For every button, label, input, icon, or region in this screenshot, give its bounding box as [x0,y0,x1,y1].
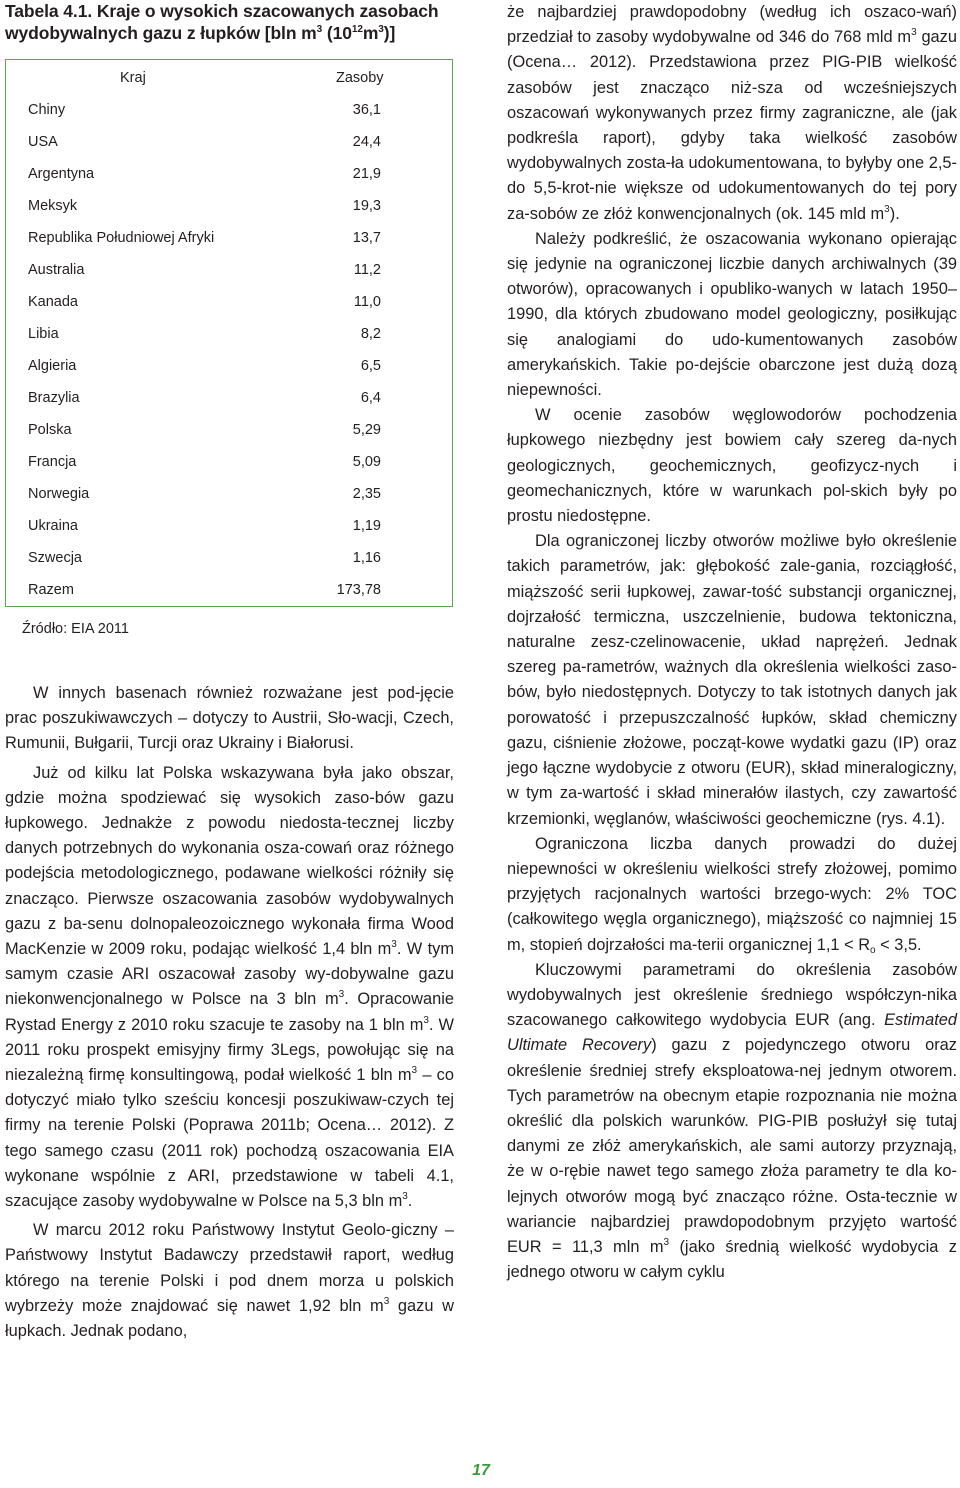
table-row [6,382,452,414]
country-cell: Norwegia [28,486,90,502]
left-paragraph-2: Już od kilku lat Polska wskazywana była jako obszar, gdzie można spodziewać się wysokich zaso-bów gazu łupkowego. Jednakże z powodu niedosta-tecznej liczby danych potrzebnych do wykonania osza-cowań oraz różnego podejścia metodologicznego, podawane wielkości różniły się znacząco. Pierwsze oszacowania zasobów wydobywalnych gazu z ba-senu dolnopaleozoicznego wykonała firma Wood MacKenzie w 2009 roku, podając wielkość 1,4 bln $m^3$. W tym samym czasie ARI oszacował zasoby wy-dobywalne gazu niekonwencjonalnego w Polsce na 3 bln $m^3$. Opracowanie Rystad Energy z 2010 roku szacuje te zasoby na 1 bln $m^3$. W 2011 roku prospekt emisyjny firmy 3Legs, powołując się na niezależną firmę konsultingową, podał wielkość 1 bln $m^3$ – co dotyczyć miało tylko sześciu koncesji poszukiwaw-czych tej firmy na terenie Polski (Poprawa 2011b; Ocena… 2012). Z tego samego czasu (2011 rok) pochodzą oszacowania EIA wykonane wspólnie z ARI, przedstawione w tabeli 4.1, szacujące zasoby wydobywalne w Polsce na 5,3 bln $m^3$. [5,763,454,1211]
country-cell: Chiny [28,102,66,118]
country-cell: Francja [28,454,77,470]
table-row [6,254,452,286]
country-cell: Meksyk [28,198,78,214]
value-cell: 5,29 [352,422,381,438]
header-value: Zasoby [336,70,384,86]
value-cell: 11,0 [353,294,381,310]
table-row [6,574,452,606]
table-row [6,190,452,222]
country-cell: Szwecja [28,550,82,566]
left-column-text [5,681,454,1344]
value-cell: 1,16 [352,550,381,566]
country-cell: Libia [28,326,59,342]
country-cell: Algieria [28,358,77,374]
table-row [6,478,452,510]
country-cell: Republika Południowej Afryki [28,230,215,246]
country-cell: Polska [28,422,72,438]
table-row [6,350,452,382]
right-paragraph-1: że najbardziej prawdopodobny (według ich oszaco-wań) przedział to zasoby wydobywalne od 346 do 768 mld $m^3$ gazu (Ocena… 2012). Przedstawiona przez PIG-PIB wielkość zasobów jest znacząco niż-sza od wcześniejszych oszacowań wykonywanych przez firmy zagraniczne, ale (jak podkreśla raport), gdyby taka wielkość zasobów wydobywalnych zosta-ła udokumentowana, to byłyby one 2,5- do 5,5-krot-nie większe od udokumentowanych do tej pory za-sobów ze złóż konwencjonalnych (ok. 145 mld $m^3$). [507,3,957,223]
table-row [6,94,452,126]
value-cell: 5,09 [352,454,381,470]
table-row [6,318,452,350]
value-cell: 2,35 [352,486,381,502]
value-cell: 11,2 [353,262,381,278]
table-row [6,510,452,542]
caption-line-2: wydobywalnych gazu z łupków [bln $m^3$ $(10^{12}m^3)$] [5,23,396,43]
right-column-text [507,0,957,1285]
left-paragraph-3: W marcu 2012 roku Państwowy Instytut Geolo-giczny – Państwowy Instytut Badawczy przedstawił raport, według którego na terenie Polski i pod dnem morza u polskich wybrzeży może znajdować się nawet 1,92 bln $m^3$ gazu w łupkach. Jednak podano, [5,1221,454,1341]
table-source: Źródło: EIA 2011 [22,621,129,637]
country-cell: Argentyna [28,166,95,182]
country-cell: Australia [28,262,85,278]
table-row [6,414,452,446]
table-row [6,158,452,190]
table-caption [5,0,455,44]
country-cell: Kanada [28,294,78,310]
table-row [6,222,452,254]
caption-line-1: Tabela 4.1. Kraje o wysokich szacowanych zasobach [5,1,439,21]
value-cell: 6,5 [360,358,381,374]
value-cell: 21,9 [352,166,381,182]
header-country: Kraj [120,70,146,86]
value-cell: 19,3 [352,198,381,214]
right-paragraph-5: Ograniczona liczba danych prowadzi do dużej niepewności w określeniu wielkości strefy złożowej, pomimo przyjętych racjonalnych wartości brzego-wych: 2% TOC (całkowitego węgla organicznego), miąższość co najmniej 15 m, stopień dojrzałości ma-terii organicznej $1,1 < R_o < 3,5$. [507,834,957,956]
table-row [6,446,452,478]
right-paragraph-6: Kluczowymi parametrami do określenia zasobów wydobywalnych jest określenie średniego współczyn-nika szacowanego całkowitego wydobycia EUR (ang. Estimated Ultimate Recovery) gazu z pojedynczego otworu oraz określenie średniej strefy eksploatowa-nej jednym otworem. Tych parametrów na obecnym etapie rozpoznania nie można określić dla polskich warunków. PIG-PIB posłużył się tutaj danymi ze złóż amerykańskich, ale sami autorzy przyznają, że w o-rębie nawet tego samego złoża parametry te dla ko-lejnych otworów mogą być znacząco różne. Osta-tecznie w wariancie najbardziej prawdopodobnym przyjęto wartość EUR = 11,3 mln $m^3$ (jako średnią wielkość wydobycia z jednego otworu w całym cyklu [507,960,957,1282]
right-paragraph-4: Dla ograniczonej liczby otworów możliwe było określenie takich parametrów, jak: głębokość zale-gania, rozciągłość, miąższość serii łupkowej, zawar-tość substancji organicznej, dojrzałość termiczna, uszczelnienie, budowa tektoniczna, naturalne zesz-czelinowacenie, układ naprężeń. Jednak szereg pa-rametrów, ważnych dla określenia wielkości zaso-bów, było niedostępnych. Dotyczy to tak istotnych danych jak porowatość i przepuszczalność łupków, skład chemiczny gazu, ciśnienie złożowe, począt-kowe wydatki gazu (IP) oraz jego łączne wydobycie z otworu (EUR), skład mineralogiczny, w tym za-wartość i skład minerałów ilastych, czy zawartość krzemionki, węglanów, właściwości geochemiczne (rys. 4.1). [507,532,957,828]
value-cell: 24,4 [352,134,381,150]
table-row [6,286,452,318]
value-cell: 8,2 [360,326,381,342]
country-cell: USA [28,134,58,150]
table-header-row [6,62,452,94]
country-cell: Razem [28,582,74,598]
value-cell: 6,4 [360,390,381,406]
reserves-table [5,59,453,607]
country-cell: Ukraina [28,518,78,534]
table-row [6,542,452,574]
page-number: 17 [472,1462,490,1479]
country-cell: Brazylia [28,390,80,406]
table-row [6,126,452,158]
left-paragraph-1: W innych basenach również rozważane jest pod-jęcie prac poszukiwawczych – dotyczy to Austrii, Sło-wacji, Czech, Rumunii, Bułgarii, Turcji oraz Ukrainy i Białorusi. [5,684,454,753]
value-cell: 36,1 [352,102,381,118]
right-paragraph-3: W ocenie zasobów węglowodorów pochodzenia łupkowego niezbędny jest bowiem cały szereg da-nych geologicznych, geochemicznych, geofizycz-nych i geomechanicznych, które w warunkach pol-skich były po prostu niedostępne. [507,406,957,526]
value-cell: 13,7 [352,230,381,246]
value-cell: 1,19 [352,518,381,534]
value-cell: 173,78 [336,582,381,598]
right-paragraph-2: Należy podkreślić, że oszacowania wykonano opierając się jedynie na ograniczonej liczbie danych archiwalnych (39 otworów), opracowanych i opubliko-wanych w latach 1950–1990, dla których zbudowano model geologiczny, posiłkując się analogiami do udo-kumentowanych zasobów amerykańskich. Takie po-dejście obarczone jest dużą dozą niepewności. [507,229,957,400]
